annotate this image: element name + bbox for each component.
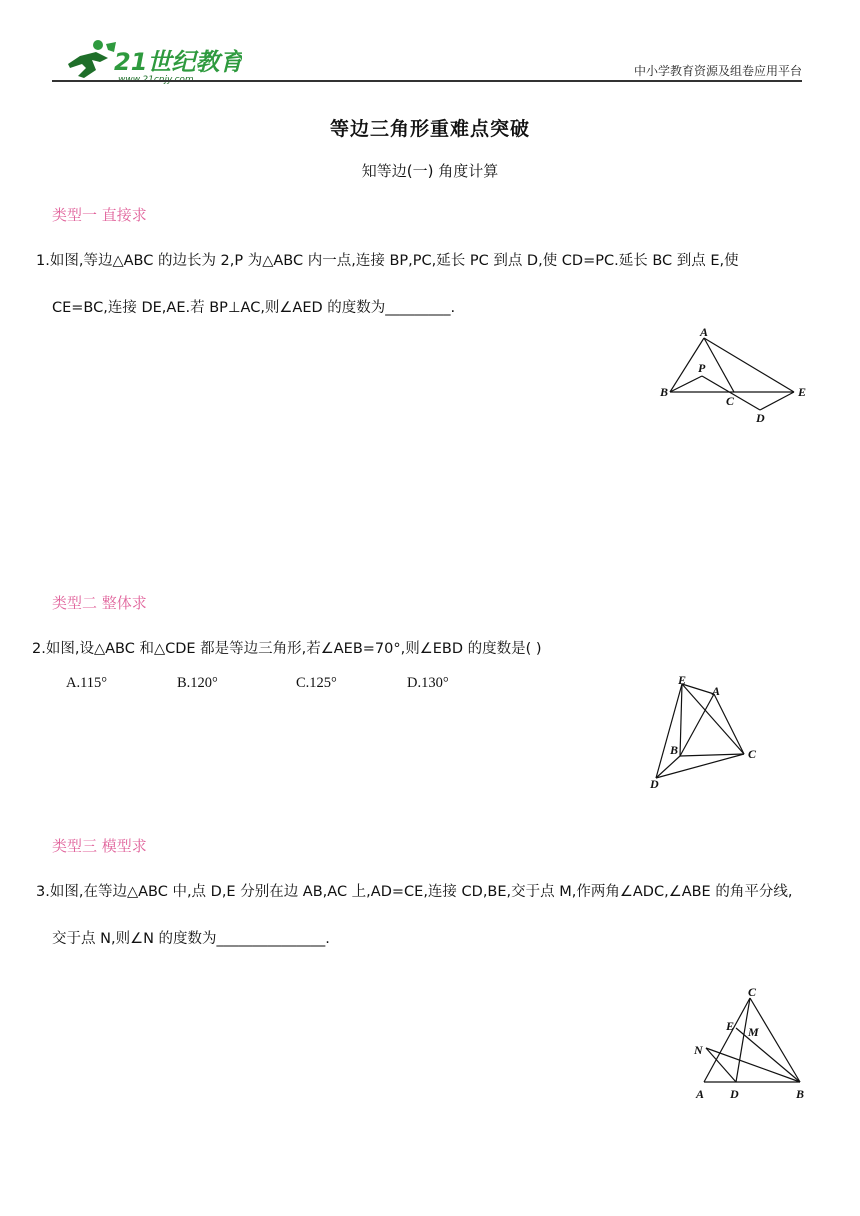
problem-1-line-1: 1.如图,等边△ABC 的边长为 2,P 为△ABC 内一点,连接 BP,PC,延长 PC 到点 D,使 CD=PC.延长 BC 到点 E,使 — [36, 253, 739, 269]
fig1-label-b: B — [660, 385, 669, 399]
header-divider — [52, 80, 802, 82]
problem-3-line-1: 3.如图,在等边△ABC 中,点 D,E 分别在边 AB,AC 上,AD=CE,连接 CD,BE,交于点 M,作两角∠ADC,∠ABE 的角平分线, — [36, 884, 793, 900]
fig2-label-d: D — [650, 777, 659, 791]
section-3-heading: 类型三 模型求 — [52, 837, 147, 855]
problem-2-option-b: B.120° — [177, 675, 218, 691]
fig1-label-d: D — [756, 411, 765, 425]
section-1-heading: 类型一 直接求 — [52, 206, 147, 224]
fig3-label-m: M — [748, 1025, 759, 1039]
logo-main-text: 21世纪教育 — [114, 48, 242, 76]
fig2-label-c: C — [748, 747, 757, 761]
fig1-label-e: E — [798, 385, 807, 399]
fig3-label-a: A — [696, 1087, 705, 1101]
problem-1-figure — [652, 324, 818, 428]
problem-2-line-1: 2.如图,设△ABC 和△CDE 都是等边三角形,若∠AEB=70°,则∠EBD 的度数是( ) — [32, 641, 542, 657]
fig1-label-a: A — [700, 325, 709, 339]
page-title: 等边三角形重难点突破 — [329, 118, 530, 140]
section-2-heading: 类型二 整体求 — [52, 594, 147, 612]
problem-2-option-c: C.125° — [296, 675, 337, 691]
runner-icon — [68, 40, 116, 78]
platform-name: 中小学教育资源及组卷应用平台 — [633, 64, 802, 78]
site-logo — [62, 38, 242, 84]
page-subtitle: 知等边(一) 角度计算 — [361, 162, 499, 180]
fig3-label-n: N — [694, 1043, 703, 1057]
problem-2-option-a: A.115° — [66, 675, 108, 691]
fig1-label-c: C — [726, 394, 735, 408]
fig2-label-e: E — [678, 674, 687, 687]
problem-2-option-d: D.130° — [407, 675, 449, 691]
fig1-label-p: P — [698, 361, 706, 375]
fig3-label-b: B — [796, 1087, 805, 1101]
fig2-label-a: A — [712, 684, 721, 698]
problem-3-line-2: 交于点 N,则∠N 的度数为_______________. — [52, 931, 330, 947]
fig2-label-b: B — [670, 743, 679, 757]
fig3-label-e: E — [726, 1019, 735, 1033]
fig3-label-d: D — [730, 1087, 739, 1101]
fig3-label-c: C — [748, 985, 757, 999]
problem-3-figure — [690, 984, 814, 1104]
problem-1-line-2: CE=BC,连接 DE,AE.若 BP⊥AC,则∠AED 的度数为_________. — [52, 300, 456, 316]
problem-2-figure — [646, 674, 766, 794]
